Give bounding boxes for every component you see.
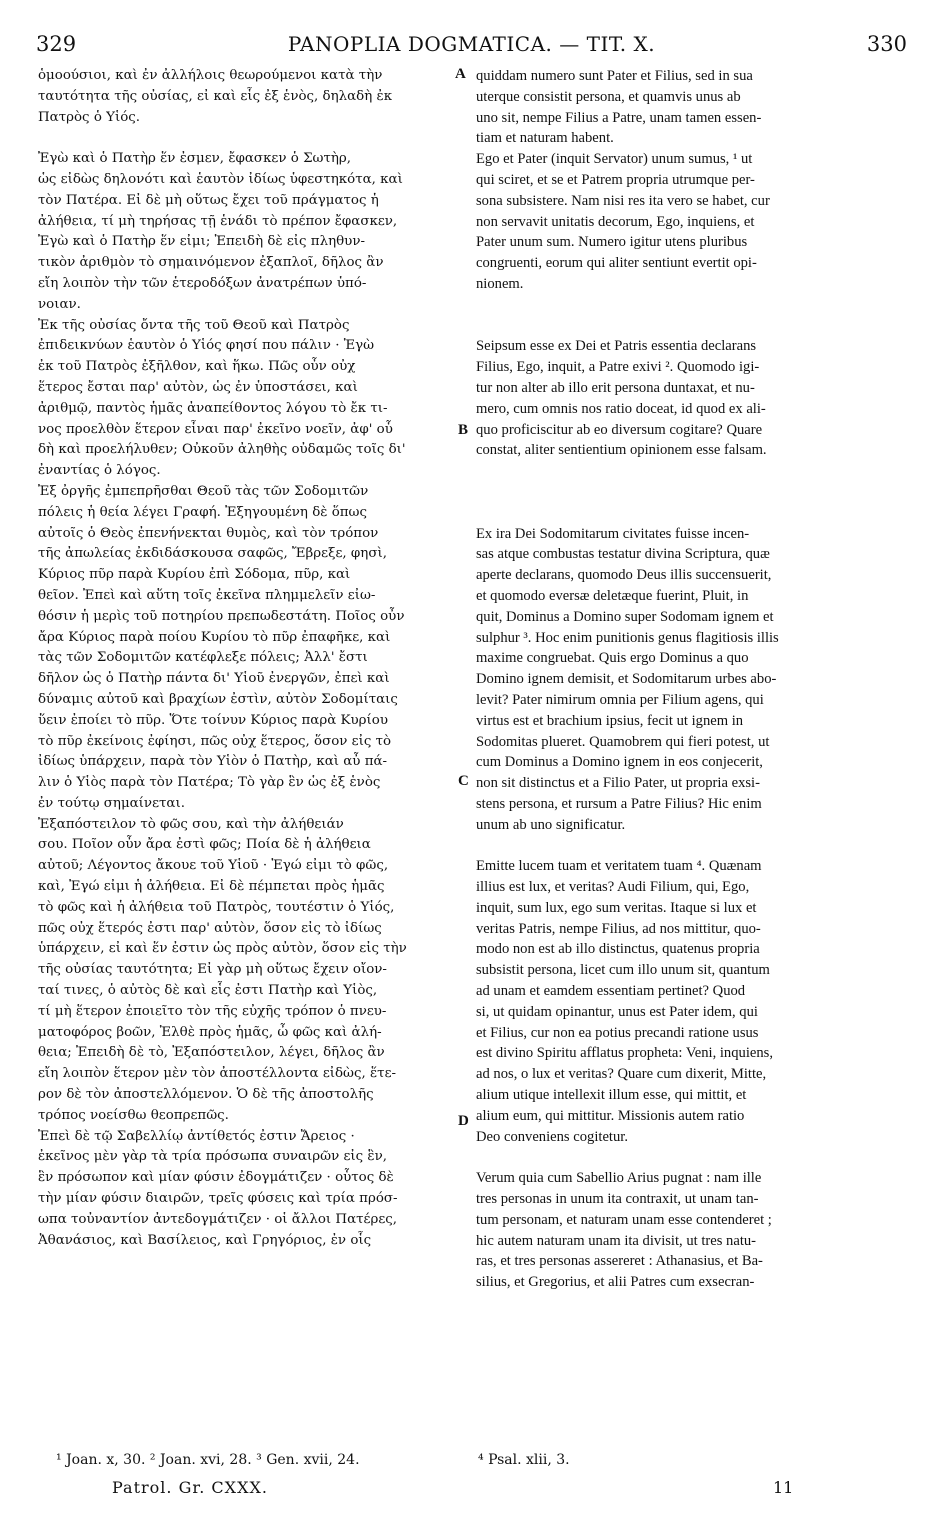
text-line: ματοφόρος βοῶν, Ἐλθὲ πρὸς ἡμᾶς, ὦ φῶς καὶ ἀλή-	[38, 1024, 382, 1040]
section-marker-a: A	[455, 66, 466, 82]
text-line: et quomodo eversæ deletæque fuerint, Pluit, in	[476, 587, 749, 604]
text-line: ρον δὲ τὸν ἀποστελλόμενον. Ὁ δὲ τῆς ἀποστολῆς	[38, 1087, 374, 1103]
text-line: εἴη λοιπὸν ἕτερον μὲν τὸν ἀποστέλλοντα εἰδὼς, ἕτε-	[38, 1066, 397, 1082]
text-line: τικὸν ἀριθμὸν τὸ σημαινόμενον ἐξαπλοῖ, δῆλος ἂν	[38, 255, 384, 271]
latin-paragraph	[476, 66, 894, 149]
text-line: ἐκεῖνος μὲν γὰρ τὰ τρία πρόσωπα συναιρῶν εἰς ἓν,	[38, 1149, 388, 1165]
text-line: congruenti, eorum qui aliter sentiunt evertit opi-	[476, 255, 757, 272]
footnote-right: ⁴ Psal. xlii, 3.	[478, 1452, 570, 1468]
text-line: non sit distinctus et a Filio Pater, ut propria exsi-	[476, 775, 760, 792]
text-line: ras, et tres personas assereret : Athanasius, et Ba-	[476, 1253, 763, 1270]
page-number-right: 330	[866, 32, 907, 56]
latin-paragraph	[476, 524, 894, 836]
text-line: qui sciret, et se et Patrem propria utrumque per-	[476, 171, 755, 188]
text-line: stens persona, et rursum a Patre Filius? Hic enim	[476, 795, 762, 812]
text-line: tiam et naturam habent.	[476, 130, 614, 147]
text-line: δὴ καὶ προελήλυθεν; Οὐκοῦν ἀληθὴς οὐδαμῶς τοῖς δι'	[38, 442, 406, 458]
text-line: sulphur ³. Hoc enim punitionis genus flagitiosis illis	[476, 629, 779, 646]
text-line: cum Dominus a Domino ignem in eos conjecerit,	[476, 754, 763, 771]
text-line: quiddam numero sunt Pater et Filius, sed in sua	[476, 68, 753, 84]
text-line: Domino ignem demisit, et Sodomitarum urbes abo-	[476, 671, 777, 688]
text-line: καὶ, Ἐγώ εἰμι ἡ ἀλήθεια. Εἰ δὲ πέμπεται πρὸς ἡμᾶς	[38, 879, 385, 895]
signature-mark: Patrol. Gr. CXXX.	[112, 1478, 268, 1497]
text-line: ἐκ τοῦ Πατρὸς ἐξῆλθον, καὶ ἥκω. Πῶς οὖν οὐχ	[38, 359, 356, 375]
text-line: tres personas in unum ita contraxit, ut unam tan-	[476, 1191, 759, 1208]
text-line: ἐναντίας ὁ λόγος.	[38, 463, 161, 479]
footnote-left: ¹ Joan. x, 30. ² Joan. xvi, 28. ³ Gen. xvii, 24.	[56, 1452, 360, 1468]
greek-column	[38, 66, 458, 1251]
latin-paragraph	[476, 149, 894, 295]
latin-column	[476, 66, 894, 1293]
text-line: virtus est et brachium ipsius, fecit ut ignem in	[476, 712, 744, 729]
text-line: θεῖον. Ἐπεὶ καὶ αὕτη τοῖς ἐκεῖνα πλημμελεῖν εἰω-	[38, 587, 376, 603]
signature-number: 11	[773, 1478, 794, 1497]
text-line: θόσιν ἡ μερὶς τοῦ ποτηρίου πρεπωδεστάτη. Ποῖος οὖν	[38, 608, 405, 624]
greek-paragraph	[38, 1127, 458, 1252]
text-line: Filius, Ego, inquit, a Patre exivi ². Quomodo igi-	[476, 359, 760, 376]
text-line: πόλεις ἡ θεία λέγει Γραφή. Ἐξηγουμένη δὲ ὅπως	[38, 504, 367, 520]
text-line: ἰδίως ὑπάρχειν, παρὰ τὸν Υἱὸν ὁ Πατὴρ, καὶ αὖ πά-	[38, 754, 388, 770]
text-line: alium eum, qui mittitur. Missionis autem ratio	[476, 1107, 745, 1124]
text-line: veritas Patris, nempe Filius, ad nos mittitur, quo-	[476, 920, 761, 937]
text-line: Ἐγὼ καὶ ὁ Πατὴρ ἕν ἐσμεν, ἔφασκεν ὁ Σωτὴρ,	[38, 151, 352, 167]
page-number-left: 329	[36, 32, 77, 56]
text-line: Ἐγὼ καὶ ὁ Πατὴρ ἕν εἰμι; Ἐπειδὴ δὲ εἰς πληθυν-	[38, 234, 365, 250]
text-line: Deo conveniens cogitetur.	[476, 1128, 628, 1145]
text-line: quit, Dominus a Domino super Sodomam ignem et	[476, 608, 774, 625]
text-line: silius, et Gregorius, et alii Patres cum exsecran-	[476, 1274, 755, 1291]
text-line: Ἐξαπόστειλον τὸ φῶς σου, καὶ τὴν ἀλήθειάν	[38, 816, 344, 832]
text-line: εἴη λοιπὸν τὴν τῶν ἑτεροδόξων ἀνατρέπων ὑπό-	[38, 275, 367, 291]
text-line: hic autem naturam unam ita divisit, ut tres natu-	[476, 1232, 757, 1249]
greek-paragraph	[38, 815, 458, 1127]
text-line: Πατρὸς ὁ Υἱός.	[38, 109, 141, 125]
text-line: Ex ira Dei Sodomitarum civitates fuisse incen-	[476, 525, 750, 542]
text-line: ἀριθμῷ, παντὸς ἡμᾶς ἀναπείθοντος λόγου τὸ ἔκ τι-	[38, 400, 388, 416]
text-line: alium utique intellexit illum esse, qui mittit, et	[476, 1087, 747, 1104]
greek-paragraph	[38, 316, 458, 482]
text-line: est divino Spiritu afflatus propheta: Veni, inquiens,	[476, 1045, 773, 1062]
text-line: quo proficiscitur ab eo diversum cogitare? Quare	[476, 421, 763, 438]
text-line: ταυτότητα τῆς οὐσίας, εἰ καὶ εἷς ἐξ ἑνὸς, δηλαδὴ ἐκ	[38, 88, 393, 104]
text-line: inquit, sum lux, ego sum veritas. Itaque si lux et	[476, 899, 757, 916]
text-line: ὕειν ἐποίει τὸ πῦρ. Ὅτε τοίνυν Κύριος παρὰ Κυρίου	[38, 712, 388, 728]
text-line: ἕτερος ἔσται παρ' αὐτὸν, ὡς ἐν ὑποστάσει, καὶ	[38, 379, 358, 395]
text-line: Ἐξ ὀργῆς ἐμπεπρῆσθαι Θεοῦ τὰς τῶν Σοδομιτῶν	[38, 483, 369, 499]
text-line: τρόπος νοείσθω θεοπρεπῶς.	[38, 1107, 229, 1123]
text-line: ὑπάρχειν, εἰ καὶ ἕν ἐστιν ὡς πρὸς αὐτὸν, ὅσον εἰς τὴν	[38, 941, 407, 957]
running-title: PANOPLIA DOGMATICA. — TIT. X.	[287, 32, 656, 56]
text-line: Κύριος πῦρ παρὰ Κυρίου ἐπὶ Σόδομα, πῦρ, καὶ	[38, 567, 351, 583]
text-line: Pater unum sum. Numero igitur utens pluribus	[476, 234, 748, 251]
text-line: τὸ πῦρ ἐκείνοις ἐφίησι, πῶς οὐχ ἕτερος, ὅσον εἰς τὸ	[38, 733, 392, 749]
greek-paragraph	[38, 66, 458, 128]
text-line: νοιαν.	[38, 296, 81, 312]
text-line: αὐτοῦ; Λέγοντος ἄκουε τοῦ Υἱοῦ · Ἐγώ εἰμι τὸ φῶς,	[38, 858, 389, 874]
text-line: σου. Ποῖον οὖν ἄρα ἐστὶ φῶς; Ποία δὲ ἡ ἀλήθεια	[38, 837, 371, 853]
text-line: Sodomitas plueret. Quamobrem qui fieri potest, ut	[476, 733, 770, 750]
text-line: illius est lux, et veritas? Audi Filium, qui, Ego,	[476, 879, 750, 896]
text-line: levit? Pater nimirum omnia per Filium agens, qui	[476, 691, 764, 708]
text-line: uno sit, nempe Filius a Patre, unam tamen essen-	[476, 109, 762, 126]
section-marker-d: D	[458, 1113, 469, 1129]
text-line: τὸ φῶς καὶ ἡ ἀλήθεια τοῦ Πατρὸς, τουτέστιν ὁ Υἱός,	[38, 899, 395, 915]
greek-paragraph	[38, 149, 458, 315]
text-line: Seipsum esse ex Dei et Patris essentia declarans	[476, 338, 757, 355]
text-line: ἀλήθεια, τί μὴ τηρήσας τῇ ἑνάδι τὸ πρέπον ἔφασκεν,	[38, 213, 398, 229]
text-line: λιν ὁ Υἱὸς παρὰ τὸν Πατέρα; Τὸ γὰρ ἓν ὡς ἐξ ἑνὸς	[38, 775, 381, 791]
text-line: Ἀθανάσιος, καὶ Βασίλειος, καὶ Γρηγόριος, ἐν οἷς	[38, 1232, 372, 1248]
latin-paragraph	[476, 856, 894, 1147]
text-line: sona subsistere. Nam nisi res ita vero se habet, cur	[476, 192, 770, 209]
text-line: aperte declarans, quomodo Deus illis succensuerit,	[476, 567, 772, 584]
text-line: ὡς εἰδὼς δηλονότι καὶ ἑαυτὸν ἰδίως ὑφεστηκότα, καὶ	[38, 171, 403, 187]
text-line: αὐτοῖς ὁ Θεὸς ἐπενήνεκται θυμὸς, καὶ τὸν τρόπον	[38, 525, 379, 541]
text-line: mero, cum omnis nos ratio doceat, id quod ex ali-	[476, 400, 766, 417]
text-line: ad unam et eamdem essentiam pertinet? Quod	[476, 983, 746, 1000]
text-line: ωπα τοὐναντίον ἀντεδογμάτιζεν · οἱ ἄλλοι Πατέρες,	[38, 1211, 398, 1227]
text-line: tum personam, et naturam unam esse contenderet ;	[476, 1211, 772, 1228]
text-line: ἓν πρόσωπον καὶ μίαν φύσιν ἐδογμάτιζεν · οὗτος δὲ	[38, 1170, 394, 1186]
section-marker-b: B	[458, 422, 469, 438]
text-line: τὰς τῶν Σοδομιτῶν κατέφλεξε πόλεις; Ἀλλ' ἔστι	[38, 650, 368, 666]
text-line: δῆλον ὡς ὁ Πατὴρ πάντα δι' Υἱοῦ ἐνεργῶν, ἐπεὶ καὶ	[38, 671, 390, 687]
text-line: τὸν Πατέρα. Εἰ δὲ μὴ οὕτως ἔχει τοῦ πράγματος ἡ	[38, 192, 379, 208]
text-line: constat, aliter sentientium opinionem esse falsam.	[476, 442, 767, 459]
latin-paragraph	[476, 1168, 894, 1293]
text-line: unum ab uno significatur.	[476, 816, 626, 833]
text-line: Ego et Pater (inquit Servator) unum sumus, ¹ ut	[476, 151, 753, 168]
section-marker-c: C	[458, 773, 469, 789]
text-line: τί μὴ ἕτερον ἐποιεῖτο τὸν τῆς εὐχῆς τρόπον ὁ πνευ-	[38, 1003, 387, 1019]
text-line: maxime congruebat. Quis ergo Dominus a quo	[476, 650, 749, 667]
text-line: τῆς οὐσίας ταυτότητα; Εἰ γὰρ μὴ οὕτως ἔχειν οἴον-	[38, 962, 387, 978]
text-line: non servavit unitatis decorum, Ego, inquiens, et	[476, 213, 755, 230]
running-header	[36, 32, 907, 60]
text-line: uterque consistit persona, et quamvis unus ab	[476, 88, 741, 105]
text-line: tur non alter ab illo erit persona duntaxat, et nu-	[476, 379, 755, 396]
text-line: si, ut quidam opinantur, unus est Pater idem, qui	[476, 1003, 758, 1020]
latin-paragraph	[476, 336, 894, 461]
text-line: τὴν μίαν φύσιν διαιρῶν, τρεῖς φύσεις καὶ τρία πρόσ-	[38, 1191, 398, 1207]
text-line: τῆς ἀπωλείας ἐκδιδάσκουσα σαφῶς, Ἔβρεξε, φησὶ,	[38, 546, 387, 562]
text-line: Ἐκ τῆς οὐσίας ὄντα τῆς τοῦ Θεοῦ καὶ Πατρὸς	[38, 317, 350, 333]
text-line: Ἐπεὶ δὲ τῷ Σαβελλίῳ ἀντίθετός ἐστιν Ἄρειος ·	[38, 1128, 355, 1144]
text-line: Verum quia cum Sabellio Arius pugnat : nam ille	[476, 1170, 762, 1187]
text-line: ἄρα Κύριος παρὰ ποίου Κυρίου τὸ πῦρ ἐπαφῆκε, καὶ	[38, 629, 391, 645]
greek-paragraph	[38, 482, 458, 815]
text-line: ἐπιδεικνύων ἑαυτὸν ὁ Υἱός φησί που πάλιν · Ἐγὼ	[38, 338, 375, 354]
text-line: νος προελθὸν ἕτερον εἶναι παρ' ἐκεῖνο νοεῖν, ἀφ' οὗ	[38, 421, 393, 437]
text-line: ἐν τούτῳ σημαίνεται.	[38, 795, 185, 811]
text-line: πῶς οὐχ ἕτερός ἐστι παρ' αὐτὸν, ὅσον εἰς τὸ ἰδίως	[38, 920, 382, 936]
text-line: ad nos, o lux et veritas? Quare cum dixerit, Mitte,	[476, 1066, 767, 1083]
text-line: θεια; Ἐπειδὴ δὲ τὸ, Ἐξαπόστειλον, λέγει, δῆλος ἂν	[38, 1045, 385, 1061]
text-line: ταί τινες, ὁ αὐτὸς δὲ καὶ εἷς ἐστι Πατὴρ καὶ Υἱὸς,	[38, 983, 378, 999]
text-line: et Filius, cur non ea potius precandi ratione usus	[476, 1024, 759, 1041]
text-line: sas atque combustas testatur divina Scriptura, quæ	[476, 546, 770, 563]
text-line: subsistit persona, licet cum illo unum sit, quantum	[476, 962, 770, 979]
text-line: Emitte lucem tuam et veritatem tuam ⁴. Quænam	[476, 858, 762, 875]
text-line: nionem.	[476, 275, 524, 292]
text-line: modo non est ab illo distinctus, quatenus propria	[476, 941, 760, 958]
text-line: ὁμοούσιοι, καὶ ἐν ἀλλήλοις θεωρούμενοι κατὰ τὴν	[38, 68, 383, 83]
text-line: δύναμις αὐτοῦ καὶ βραχίων ἐστὶν, αὐτὸν Σοδομίταις	[38, 691, 398, 707]
